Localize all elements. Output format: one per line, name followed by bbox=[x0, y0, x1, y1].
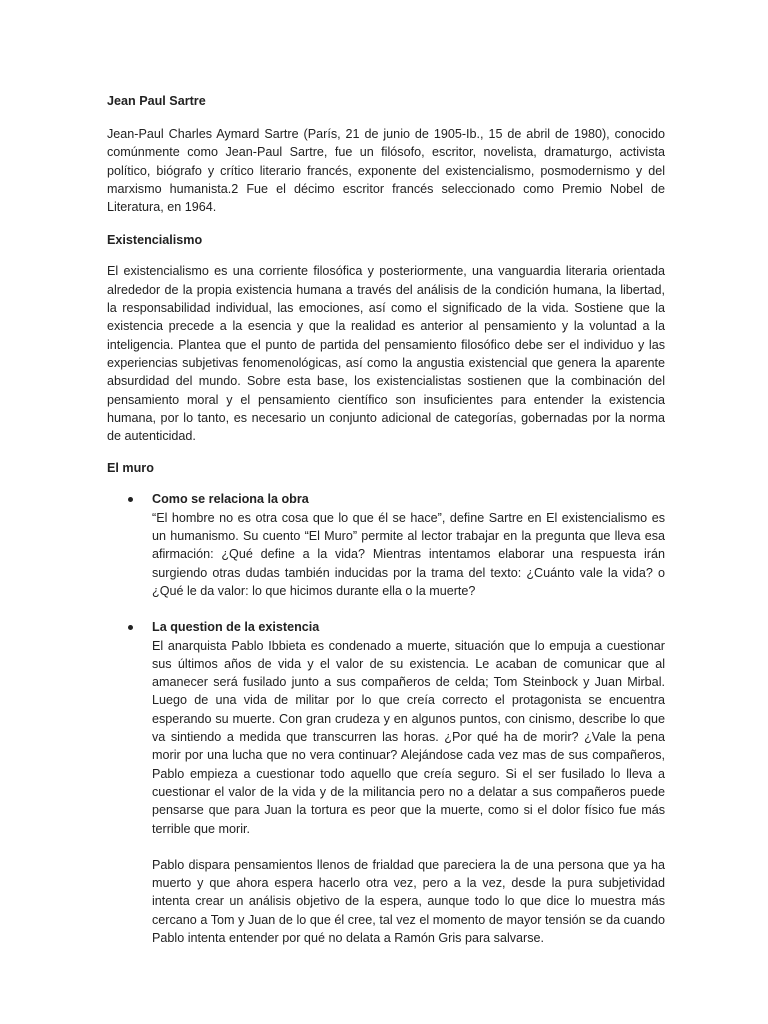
document-title: Jean Paul Sartre bbox=[107, 94, 206, 108]
bullet-title: La question de la existencia bbox=[152, 620, 320, 635]
section-heading-existencialismo: Existencialismo bbox=[107, 233, 203, 248]
bullet-paragraph: Pablo dispara pensamientos llenos de frialdad que pareciera la de una persona que ya ha muerto y que ahora espera hacerlo otra vez, pero a la vez, desde la pura subjetividad intenta crear un análisis objetivo de la espera, aunque todo lo que dice lo muestra más cercano a Tom y Juan de lo que él cree, tal vez el momento de mayor tensión se da cuando Pablo intenta entender por qué no delata a Ramón Gris para salvarse. bbox=[152, 857, 665, 945]
el-muro-bullet-list bbox=[107, 490, 665, 947]
existencialismo-paragraph: El existencialismo es una corriente filosófica y posteriormente, una vanguardia literaria orientada alrededor de la propia existencia humana a través del análisis de la condición humana, la libertad, la responsabilidad individual, las emociones, así como el significado de la vida. Sostiene que la existencia precede a la esencia y que la realidad es anterior al pensamiento y la voluntad a la inteligencia. Plantea que el punto de partida del pensamiento filosófico debe ser el individuo y las experiencias subjetivas fenomenológicas, así como la angustia existencial que genera la aparente absurdidad del mundo. Sobre esta base, los existencialistas sostienen que la combinación del pensamiento moral y el pensamiento científico son insuficientes para entender la existencia humana, por lo tanto, es necesario un conjunto adicional de categorías, gobernadas por la norma de autenticidad. bbox=[107, 264, 665, 444]
section-heading-el-muro: El muro bbox=[107, 461, 154, 476]
bullet-title: Como se relaciona la obra bbox=[152, 492, 309, 507]
bullet-dot-icon bbox=[128, 497, 133, 502]
bullet-item-relacion bbox=[107, 490, 665, 600]
bullet-paragraph: El anarquista Pablo Ibbieta es condenado a muerte, situación que lo empuja a cuestionar sus últimos años de vida y el valor de su existencia. Le acaban de comunicar que al amanecer será fusilado junto a sus compañeros de celda; Tom Steinbock y Juan Mirbal. Luego de una vida de militar por lo que creía correcto el protagonista se encuentra esperando su muerte. Con gran crudeza y en algunos puntos, con cinismo, describe lo que va sintiendo a medida que transcurren las horas. ¿Por qué ha de morir? ¿Vale la pena morir por una lucha que no vera continuar? Alejándose cada vez mas de sus compañeros, Pablo empieza a cuestionar todo aquello que creía seguro. Si el ser fusilado lo lleva a cuestionar el valor de la vida y de la militancia pero no a delatar a sus compañeros puede pensarse que para Juan la tortura es peor que la muerte, como si el dolor físico fue más terrible que morir. bbox=[152, 638, 665, 836]
bullet-dot-icon bbox=[128, 625, 133, 630]
bullet-item-existencia bbox=[107, 618, 665, 947]
bullet-paragraph: “El hombre no es otra cosa que lo que él se hace”, define Sartre en El existencialismo es un humanismo. Su cuento “El Muro” permite al lector trabajar en la pregunta que lleva esa afirmación: ¿Qué define a la vida? Mientras intentamos elaborar una respuesta irán surgiendo otras dudas también inducidas por la trama del texto: ¿Cuánto vale la vida? o ¿Qué le da valor: lo que hicimos durante ella o la muerte? bbox=[152, 510, 665, 598]
intro-paragraph: Jean-Paul Charles Aymard Sartre (París, 21 de junio de 1905-Ib., 15 de abril de 1980), conocido comúnmente como Jean-Paul Sartre, fue un filósofo, escritor, novelista, dramaturgo, activista político, biógrafo y crítico literario francés, exponente del existencialismo, posmodernismo y del marxismo humanista.2 Fue el décimo escritor francés seleccionado como Premio Nobel de Literatura, en 1964. bbox=[107, 127, 665, 215]
